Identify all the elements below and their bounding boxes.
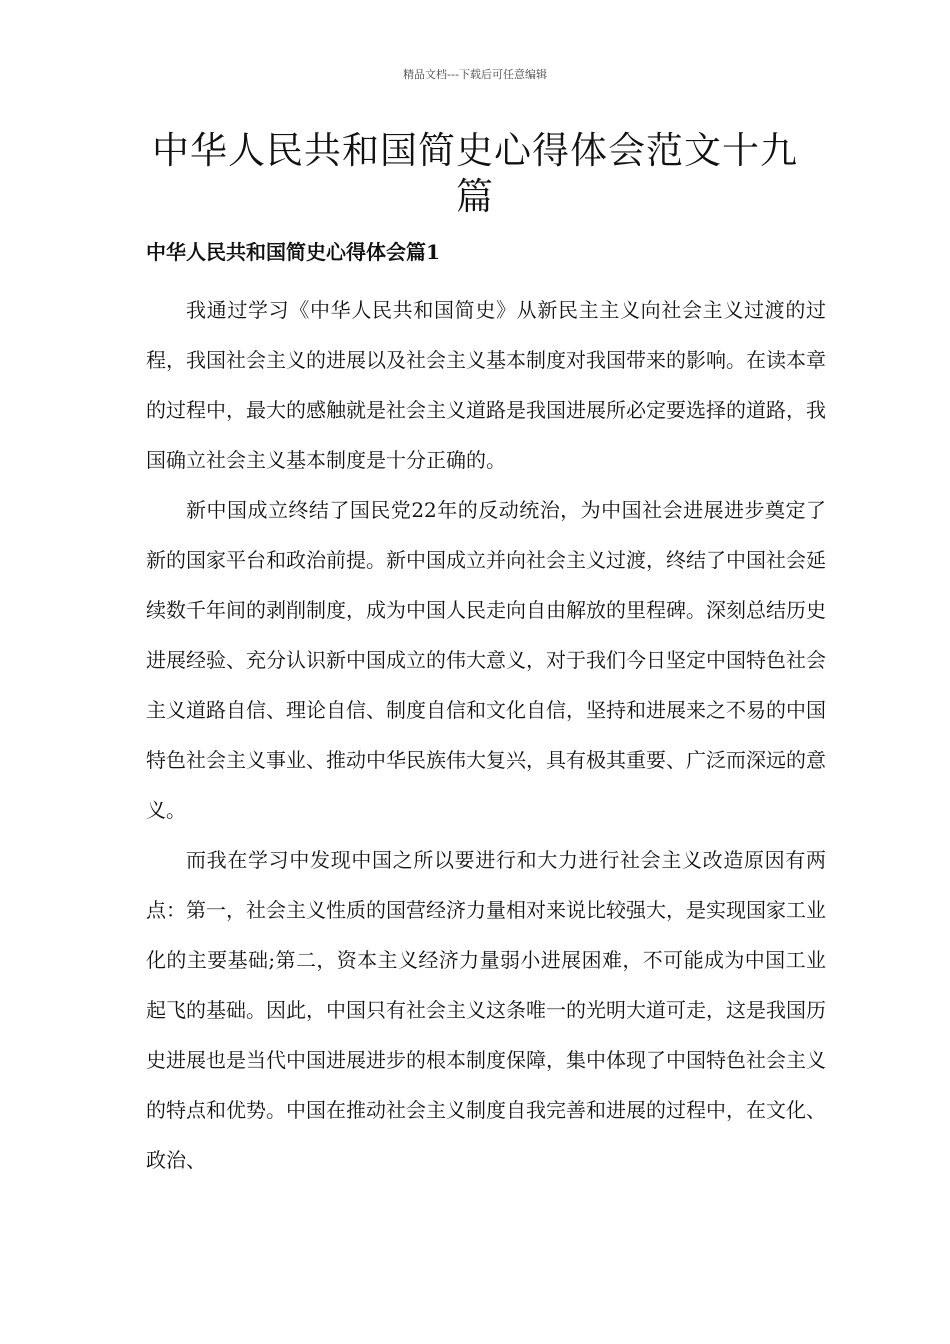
paragraph-1: 我通过学习《中华人民共和国简史》从新民主主义向社会主义过渡的过程，我国社会主义的进展以及社会主义基本制度对我国带来的影响。在读本章的过程中，最大的感触就是社会主义道路是我国进展所必定要选择的道路，我国确立社会主义基本制度是十分正确的。 [146, 298, 826, 472]
paragraph-3: 而我在学习中发现中国之所以要进行和大力进行社会主义改造原因有两点：第一，社会主义性质的国营经济力量相对来说比较强大，是实现国家工业化的主要基础;第二，资本主义经济力量弱小进展困难，不可能成为中国工业起飞的基础。因此，中国只有社会主义这条唯一的光明大道可走，这是我国历史进展也是当代中国进展进步的根本制度保障，集中体现了中国特色社会主义的特点和优势。中国在推动社会主义制度自我完善和进展的过程中，在文化、政治、 [146, 848, 826, 1172]
document-body [146, 285, 826, 1185]
page-header: 精品文档---下载后可任意编辑 [403, 68, 547, 81]
paragraph-2: 新中国成立终结了国民党22年的反动统治，为中国社会进展进步奠定了新的国家平台和政治前提。新中国成立并向社会主义过渡，终结了中国社会延续数千年间的剥削制度，成为中国人民走向自由解放的里程碑。深刻总结历史进展经验、充分认识新中国成立的伟大意义，对于我们今日坚定中国特色社会主义道路自信、理论自信、制度自信和文化自信，坚持和进展来之不易的中国特色社会主义事业、推动中华民族伟大复兴，具有极其重要、广泛而深远的意义。 [146, 498, 826, 822]
document-title: 中华人民共和国简史心得体会范文十九篇 [152, 129, 798, 218]
section-title: 中华人民共和国简史心得体会篇1 [146, 240, 440, 264]
